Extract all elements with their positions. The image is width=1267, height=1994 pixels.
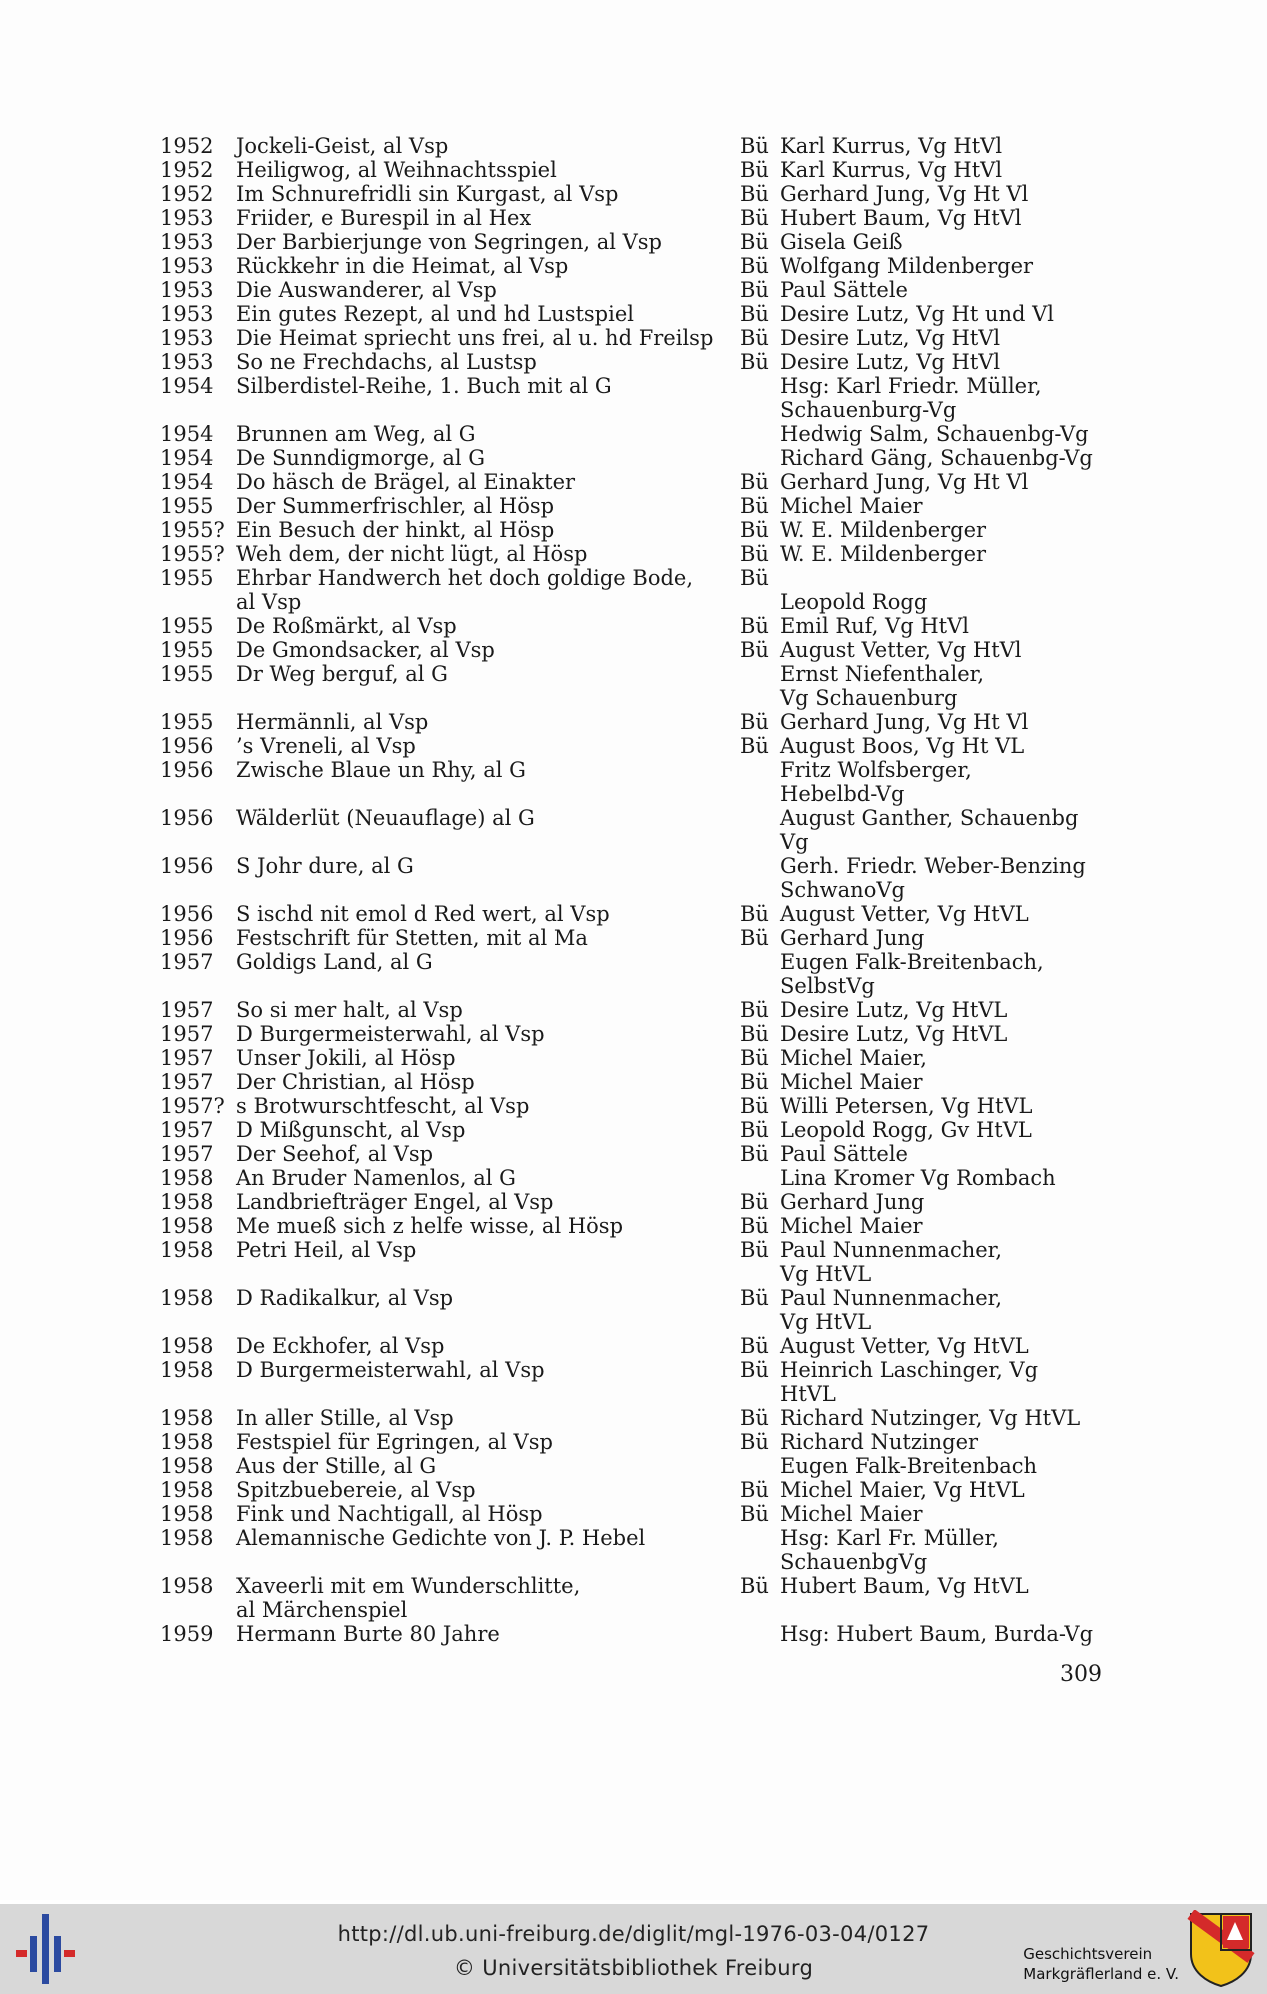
list-item <box>160 566 1110 614</box>
entry-year: 1956 <box>160 854 214 878</box>
entry-publisher: Desire Lutz, Vg Ht und Vl <box>780 302 1054 326</box>
entry-title: Weh dem, der nicht lügt, al Hösp <box>236 542 588 566</box>
list-item <box>160 758 1110 806</box>
entry-publisher: Karl Kurrus, Vg HtVl <box>780 134 1003 158</box>
entry-title: Silberdistel-Reihe, 1. Buch mit al G <box>236 374 612 398</box>
list-item <box>160 806 1110 854</box>
entry-publisher: Hsg: Karl Friedr. Müller, Schauenburg-Vg <box>780 374 1042 422</box>
entry-buehne-marker: Bü <box>740 518 769 542</box>
entry-buehne-marker: Bü <box>740 302 769 326</box>
entry-year: 1953 <box>160 254 214 278</box>
entry-publisher: Emil Ruf, Vg HtVl <box>780 614 969 638</box>
entry-publisher: Hsg: Hubert Baum, Burda-Vg <box>780 1622 1094 1646</box>
list-item <box>160 1070 1110 1094</box>
list-item <box>160 230 1110 254</box>
entry-year: 1958 <box>160 1454 214 1478</box>
entry-year: 1952 <box>160 158 214 182</box>
entry-buehne-marker: Bü <box>740 1190 769 1214</box>
entry-year: 1955? <box>160 518 225 542</box>
entry-buehne-marker: Bü <box>740 182 769 206</box>
entry-year: 1953 <box>160 278 214 302</box>
list-item <box>160 734 1110 758</box>
entry-title: Alemannische Gedichte von J. P. Hebel <box>236 1526 646 1550</box>
list-item <box>160 518 1110 542</box>
entry-publisher: Desire Lutz, Vg HtVl <box>780 326 1001 350</box>
entry-buehne-marker: Bü <box>740 158 769 182</box>
entry-title: Friider, e Burespil in al Hex <box>236 206 532 230</box>
list-item <box>160 1166 1110 1190</box>
entry-year: 1957 <box>160 1070 214 1094</box>
entry-title: Ein gutes Rezept, al und hd Lustspiel <box>236 302 634 326</box>
list-item <box>160 542 1110 566</box>
entry-year: 1955 <box>160 566 214 590</box>
entry-buehne-marker: Bü <box>740 470 769 494</box>
entry-title: D Radikalkur, al Vsp <box>236 1286 454 1310</box>
list-item <box>160 1454 1110 1478</box>
entry-year: 1953 <box>160 326 214 350</box>
entry-title: Zwische Blaue un Rhy, al G <box>236 758 526 782</box>
list-item <box>160 998 1110 1022</box>
society-name-line2: Markgräflerland e. V. <box>1023 1965 1179 1983</box>
list-item <box>160 1574 1110 1622</box>
list-item <box>160 326 1110 350</box>
list-item <box>160 1238 1110 1286</box>
list-item <box>160 446 1110 470</box>
entry-publisher: Michel Maier <box>780 1502 923 1526</box>
list-item <box>160 350 1110 374</box>
entry-buehne-marker: Bü <box>740 734 769 758</box>
entry-year: 1958 <box>160 1166 214 1190</box>
list-item <box>160 1046 1110 1070</box>
entry-year: 1959 <box>160 1622 214 1646</box>
entry-year: 1953 <box>160 206 214 230</box>
entry-buehne-marker <box>740 1166 780 1190</box>
entry-buehne-marker: Bü <box>740 542 769 566</box>
entry-title: Ehrbar Handwerch het doch goldige Bode, al Vsp <box>236 566 694 614</box>
entry-buehne-marker <box>740 758 780 806</box>
entry-buehne-marker <box>740 950 780 998</box>
entry-buehne-marker <box>740 374 780 422</box>
entry-buehne-marker: Bü <box>740 1478 769 1502</box>
entry-buehne-marker: Bü <box>740 350 769 374</box>
entry-year: 1956 <box>160 806 214 830</box>
entry-buehne-marker: Bü <box>740 1286 769 1310</box>
entry-buehne-marker: Bü <box>740 134 769 158</box>
entry-buehne-marker: Bü <box>740 1046 769 1070</box>
entry-publisher: Eugen Falk-Breitenbach, SelbstVg <box>780 950 1044 998</box>
entry-title: Goldigs Land, al G <box>236 950 433 974</box>
entry-buehne-marker: Bü <box>740 1430 769 1454</box>
entry-buehne-marker: Bü <box>740 494 769 518</box>
entry-year: 1957 <box>160 1118 214 1142</box>
entry-title: Die Auswanderer, al Vsp <box>236 278 497 302</box>
entry-title: Festspiel für Egringen, al Vsp <box>236 1430 553 1454</box>
entry-year: 1956 <box>160 926 214 950</box>
entry-title: Der Christian, al Hösp <box>236 1070 475 1094</box>
entry-publisher: Gisela Geiß <box>780 230 903 254</box>
entry-publisher: August Vetter, Vg HtVl <box>780 638 1022 662</box>
entry-title: Me mueß sich z helfe wisse, al Hösp <box>236 1214 624 1238</box>
list-item <box>160 1526 1110 1574</box>
entry-title: s Brotwurschtfescht, al Vsp <box>236 1094 530 1118</box>
entry-buehne-marker <box>740 1526 780 1574</box>
list-item <box>160 134 1110 158</box>
list-item <box>160 1190 1110 1214</box>
entry-year: 1956 <box>160 758 214 782</box>
list-item <box>160 1094 1110 1118</box>
entry-title: S Johr dure, al G <box>236 854 414 878</box>
entry-year: 1958 <box>160 1190 214 1214</box>
entry-title: Der Seehof, al Vsp <box>236 1142 434 1166</box>
list-item <box>160 1406 1110 1430</box>
entry-title: Hermännli, al Vsp <box>236 710 429 734</box>
entry-year: 1955 <box>160 494 214 518</box>
entry-year: 1957 <box>160 1142 214 1166</box>
list-item <box>160 1214 1110 1238</box>
entry-title: D Burgermeisterwahl, al Vsp <box>236 1022 545 1046</box>
entry-publisher: Paul Nunnenmacher, Vg HtVL <box>780 1238 1003 1286</box>
entry-title: Unser Jokili, al Hösp <box>236 1046 456 1070</box>
entry-publisher: Gerhard Jung, Vg Ht Vl <box>780 710 1029 734</box>
list-item <box>160 926 1110 950</box>
entry-title: Hermann Burte 80 Jahre <box>236 1622 500 1646</box>
entry-publisher: W. E. Mildenberger <box>780 542 987 566</box>
entry-publisher: Eugen Falk-Breitenbach <box>780 1454 1038 1478</box>
entry-buehne-marker: Bü <box>740 710 769 734</box>
society-name <box>1023 1944 1179 1984</box>
entry-year: 1958 <box>160 1430 214 1454</box>
entry-buehne-marker: Bü <box>740 1406 769 1430</box>
list-item <box>160 1358 1110 1406</box>
entry-publisher: Lina Kromer Vg Rombach <box>780 1166 1056 1190</box>
list-item <box>160 614 1110 638</box>
entry-publisher: Hsg: Karl Fr. Müller, SchauenbgVg <box>780 1526 999 1574</box>
entry-year: 1954 <box>160 374 214 398</box>
list-item <box>160 710 1110 734</box>
entry-publisher: Gerhard Jung, Vg Ht Vl <box>780 470 1029 494</box>
entry-year: 1957 <box>160 998 214 1022</box>
entry-year: 1952 <box>160 134 214 158</box>
entry-title: D Mißgunscht, al Vsp <box>236 1118 466 1142</box>
entry-title: Der Summerfrischler, al Hösp <box>236 494 555 518</box>
list-item <box>160 1334 1110 1358</box>
entry-publisher: Willi Petersen, Vg HtVL <box>780 1094 1033 1118</box>
entry-buehne-marker: Bü <box>740 614 769 638</box>
entry-year: 1953 <box>160 230 214 254</box>
entry-publisher: Richard Nutzinger <box>780 1430 979 1454</box>
entry-year: 1953 <box>160 302 214 326</box>
entry-year: 1958 <box>160 1478 214 1502</box>
list-item <box>160 182 1110 206</box>
entry-publisher: Leopold Rogg <box>780 590 928 614</box>
entry-publisher: Ernst Niefenthaler, Vg Schauenburg <box>780 662 985 710</box>
list-item <box>160 1022 1110 1046</box>
entry-title: Die Heimat spriecht uns frei, al u. hd Freilsp <box>236 326 714 350</box>
entry-title: Ein Besuch der hinkt, al Hösp <box>236 518 555 542</box>
entry-publisher: Michel Maier <box>780 1214 923 1238</box>
entry-year: 1957? <box>160 1094 225 1118</box>
list-item <box>160 1430 1110 1454</box>
entry-buehne-marker: Bü <box>740 1022 769 1046</box>
list-item <box>160 1502 1110 1526</box>
entry-year: 1955 <box>160 710 214 734</box>
entry-title: An Bruder Namenlos, al G <box>236 1166 516 1190</box>
entry-title: Landbriefträger Engel, al Vsp <box>236 1190 554 1214</box>
entry-year: 1958 <box>160 1214 214 1238</box>
entry-publisher: Paul Sättele <box>780 278 908 302</box>
entry-title: De Eckhofer, al Vsp <box>236 1334 445 1358</box>
entry-publisher: Leopold Rogg, Gv HtVL <box>780 1118 1032 1142</box>
entry-publisher: August Vetter, Vg HtVL <box>780 1334 1029 1358</box>
footer-url-link[interactable]: http://dl.ub.uni-freiburg.de/diglit/mgl-1976-03-04/0127 <box>337 1922 930 1946</box>
entry-publisher: W. E. Mildenberger <box>780 518 987 542</box>
footer-copyright: © Universitätsbibliothek Freiburg <box>453 1956 814 1980</box>
entry-year: 1955 <box>160 662 214 686</box>
entry-buehne-marker: Bü <box>740 1070 769 1094</box>
entry-title: Spitzbuebereie, al Vsp <box>236 1478 476 1502</box>
entry-publisher: Hedwig Salm, Schauenbg-Vg <box>780 422 1089 446</box>
entry-buehne-marker: Bü <box>740 1214 769 1238</box>
entry-title: Der Barbierjunge von Segringen, al Vsp <box>236 230 662 254</box>
entry-year: 1958 <box>160 1502 214 1526</box>
entry-year: 1955 <box>160 614 214 638</box>
entry-buehne-marker <box>740 422 780 446</box>
entry-buehne-marker: Bü <box>740 1094 769 1118</box>
entry-buehne-marker <box>740 1622 780 1646</box>
list-item <box>160 206 1110 230</box>
entry-title: Dr Weg berguf, al G <box>236 662 448 686</box>
list-item <box>160 662 1110 710</box>
entry-publisher: Michel Maier <box>780 494 923 518</box>
society-name-line1: Geschichtsverein <box>1023 1945 1153 1963</box>
entry-buehne-marker: Bü <box>740 1358 769 1382</box>
entry-title: Rückkehr in die Heimat, al Vsp <box>236 254 569 278</box>
entry-publisher: August Boos, Vg Ht VL <box>780 734 1025 758</box>
entry-buehne-marker: Bü <box>740 638 769 662</box>
entry-buehne-marker: Bü <box>740 206 769 230</box>
entry-year: 1958 <box>160 1526 214 1550</box>
entry-title: Jockeli-Geist, al Vsp <box>236 134 449 158</box>
entry-buehne-marker <box>740 662 780 710</box>
entry-year: 1958 <box>160 1574 214 1598</box>
bibliography-list <box>160 134 1110 1646</box>
entry-publisher: Michel Maier, Vg HtVL <box>780 1478 1025 1502</box>
entry-buehne-marker: Bü <box>740 926 769 950</box>
entry-publisher: Desire Lutz, Vg HtVl <box>780 350 1001 374</box>
entry-year: 1954 <box>160 422 214 446</box>
entry-title: De Gmondsacker, al Vsp <box>236 638 495 662</box>
entry-buehne-marker <box>740 1454 780 1478</box>
entry-buehne-marker: Bü <box>740 254 769 278</box>
entry-publisher: Gerh. Friedr. Weber-Benzing SchwanoVg <box>780 854 1086 902</box>
entry-buehne-marker: Bü <box>740 902 769 926</box>
entry-buehne-marker: Bü <box>740 326 769 350</box>
entry-publisher: Richard Gäng, Schauenbg-Vg <box>780 446 1093 470</box>
list-item <box>160 1286 1110 1334</box>
entry-title: Heiligwog, al Weihnachtsspiel <box>236 158 557 182</box>
entry-title: So ne Frechdachs, al Lustsp <box>236 350 537 374</box>
entry-buehne-marker: Bü <box>740 566 769 590</box>
list-item <box>160 1478 1110 1502</box>
entry-publisher: Desire Lutz, Vg HtVL <box>780 1022 1008 1046</box>
list-item <box>160 158 1110 182</box>
entry-year: 1958 <box>160 1286 214 1310</box>
page-number: 309 <box>1060 1662 1102 1687</box>
entry-year: 1957 <box>160 1046 214 1070</box>
entry-publisher: August Ganther, Schauenbg Vg <box>780 806 1079 854</box>
entry-publisher: Michel Maier <box>780 1070 923 1094</box>
entry-year: 1956 <box>160 734 214 758</box>
list-item <box>160 494 1110 518</box>
entry-title: Do häsch de Brägel, al Einakter <box>236 470 576 494</box>
entry-publisher: Richard Nutzinger, Vg HtVL <box>780 1406 1081 1430</box>
entry-year: 1954 <box>160 446 214 470</box>
entry-buehne-marker <box>740 806 780 854</box>
entry-title: In aller Stille, al Vsp <box>236 1406 454 1430</box>
entry-buehne-marker: Bü <box>740 1238 769 1262</box>
entry-title: Festschrift für Stetten, mit al Ma <box>236 926 588 950</box>
entry-year: 1954 <box>160 470 214 494</box>
entry-publisher: Paul Sättele <box>780 1142 908 1166</box>
list-item <box>160 254 1110 278</box>
list-item <box>160 1622 1110 1646</box>
list-item <box>160 1118 1110 1142</box>
list-item <box>160 902 1110 926</box>
entry-buehne-marker <box>740 446 780 470</box>
entry-year: 1956 <box>160 902 214 926</box>
entry-publisher: Gerhard Jung <box>780 1190 925 1214</box>
list-item <box>160 470 1110 494</box>
entry-year: 1955? <box>160 542 225 566</box>
list-item <box>160 278 1110 302</box>
entry-publisher: Paul Nunnenmacher, Vg HtVL <box>780 1286 1003 1334</box>
entry-title: Brunnen am Weg, al G <box>236 422 476 446</box>
entry-publisher: Gerhard Jung, Vg Ht Vl <box>780 182 1029 206</box>
entry-buehne-marker: Bü <box>740 230 769 254</box>
entry-title: Xaveerli mit em Wunderschlitte, al Märchenspiel <box>236 1574 581 1622</box>
entry-title: De Roßmärkt, al Vsp <box>236 614 457 638</box>
list-item <box>160 950 1110 998</box>
entry-title: Petri Heil, al Vsp <box>236 1238 417 1262</box>
entry-publisher: Hubert Baum, Vg HtVL <box>780 1574 1029 1598</box>
entry-publisher: Michel Maier, <box>780 1046 927 1070</box>
entry-year: 1958 <box>160 1238 214 1262</box>
entry-publisher: Wolfgang Mildenberger <box>780 254 1034 278</box>
entry-title: So si mer halt, al Vsp <box>236 998 463 1022</box>
list-item <box>160 374 1110 422</box>
entry-buehne-marker: Bü <box>740 1118 769 1142</box>
entry-buehne-marker: Bü <box>740 1142 769 1166</box>
list-item <box>160 638 1110 662</box>
entry-publisher: Fritz Wolfsberger, Hebelbd-Vg <box>780 758 972 806</box>
list-item <box>160 854 1110 902</box>
society-crest-icon <box>1187 1910 1255 1988</box>
entry-buehne-marker <box>740 854 780 902</box>
entry-buehne-marker: Bü <box>740 1334 769 1358</box>
entry-publisher: Karl Kurrus, Vg HtVl <box>780 158 1003 182</box>
entry-year: 1958 <box>160 1334 214 1358</box>
entry-publisher: Hubert Baum, Vg HtVl <box>780 206 1022 230</box>
entry-publisher: August Vetter, Vg HtVL <box>780 902 1029 926</box>
list-item <box>160 302 1110 326</box>
entry-title: Im Schnurefridli sin Kurgast, al Vsp <box>236 182 619 206</box>
entry-publisher: Desire Lutz, Vg HtVL <box>780 998 1008 1022</box>
entry-year: 1958 <box>160 1406 214 1430</box>
footer-bar <box>0 1904 1267 1994</box>
entry-publisher: Heinrich Laschinger, Vg HtVL <box>780 1358 1039 1406</box>
entry-year: 1955 <box>160 638 214 662</box>
entry-year: 1958 <box>160 1358 214 1382</box>
entry-buehne-marker: Bü <box>740 998 769 1022</box>
entry-buehne-marker: Bü <box>740 1502 769 1526</box>
entry-buehne-marker: Bü <box>740 278 769 302</box>
entry-year: 1953 <box>160 350 214 374</box>
entry-buehne-marker: Bü <box>740 1574 769 1598</box>
entry-year: 1957 <box>160 950 214 974</box>
entry-title: S ischd nit emol d Red wert, al Vsp <box>236 902 610 926</box>
entry-year: 1952 <box>160 182 214 206</box>
entry-title: De Sunndigmorge, al G <box>236 446 486 470</box>
entry-title: Fink und Nachtigall, al Hösp <box>236 1502 543 1526</box>
entry-title: Wälderlüt (Neuauflage) al G <box>236 806 535 830</box>
entry-title: D Burgermeisterwahl, al Vsp <box>236 1358 545 1382</box>
list-item <box>160 422 1110 446</box>
entry-publisher: Gerhard Jung <box>780 926 925 950</box>
entry-year: 1957 <box>160 1022 214 1046</box>
entry-title: ’s Vreneli, al Vsp <box>236 734 416 758</box>
entry-title: Aus der Stille, al G <box>236 1454 437 1478</box>
list-item <box>160 1142 1110 1166</box>
